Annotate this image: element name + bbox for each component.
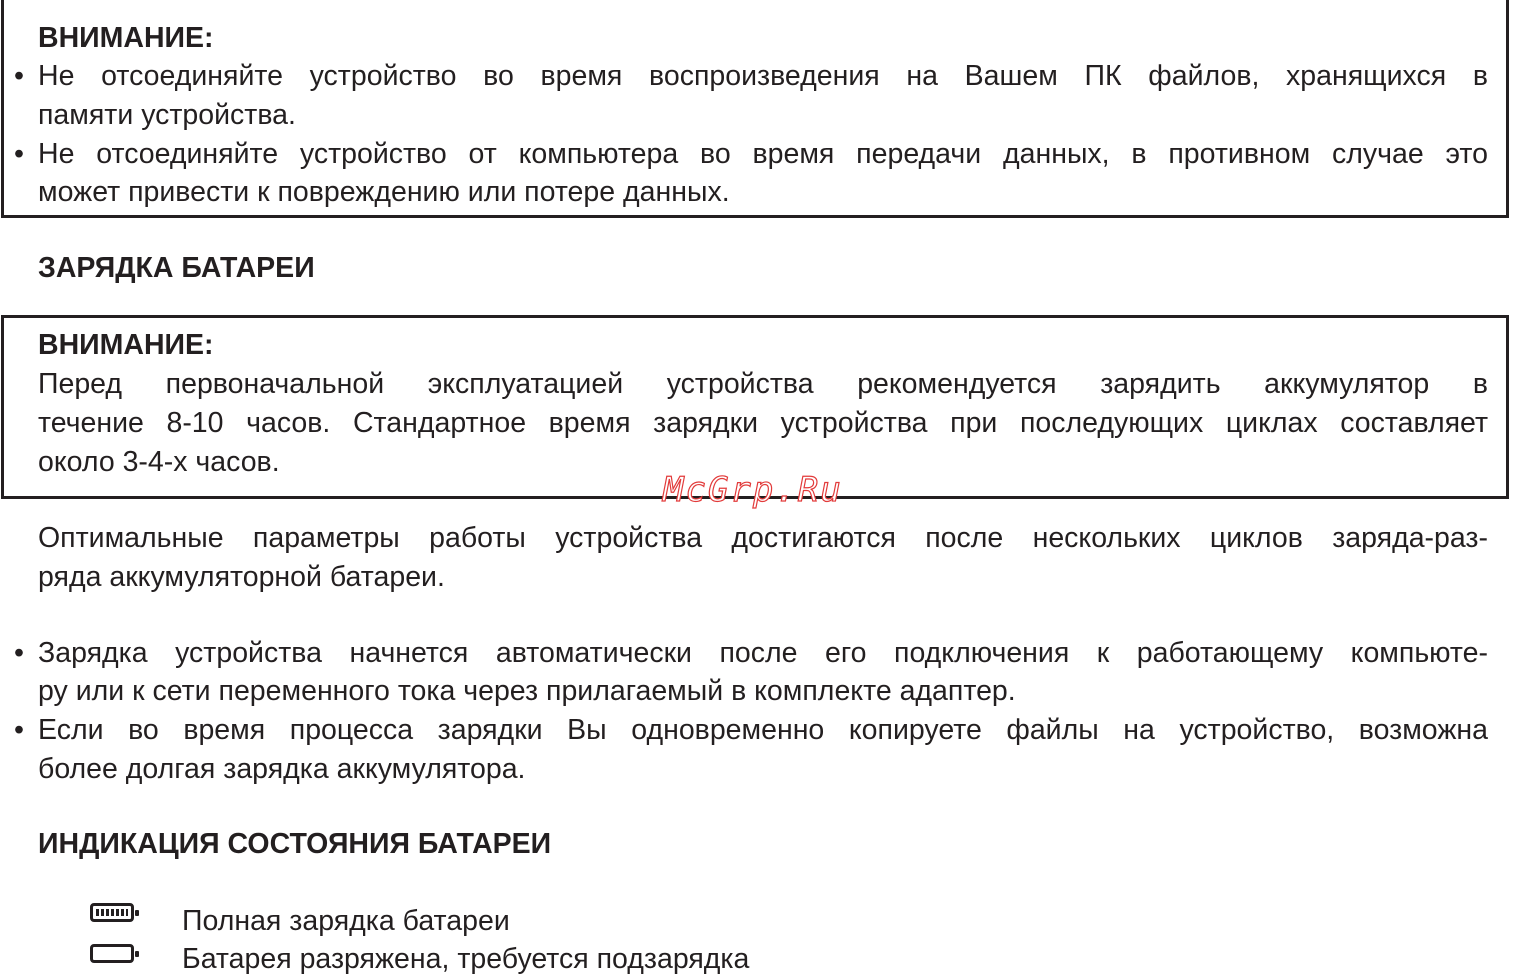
charging-bullet1-line1: Зарядка устройства начнется автоматически после его подключения к работающему компьюте- bbox=[38, 637, 1488, 669]
section-heading-charging: ЗАРЯДКА БАТАРЕИ bbox=[38, 252, 315, 284]
charging-bullet1-line2: ру или к сети переменного тока через прилагаемый в комплекте адаптер. bbox=[38, 675, 1016, 707]
warning2-line3: около 3-4-х часов. bbox=[38, 446, 280, 478]
battery-full-icon bbox=[90, 903, 134, 922]
warning2-line2: течение 8-10 часов. Стандартное время зарядки устройства при последующих циклах составляет bbox=[38, 407, 1488, 439]
charging-para-line2: ряда аккумуляторной батареи. bbox=[38, 561, 445, 593]
warning1-bullet2-line1: Не отсоединяйте устройство от компьютера во время передачи данных, в противном случае это bbox=[38, 138, 1488, 170]
battery-empty-icon bbox=[90, 944, 134, 963]
warning1-bullet2-line2: может привести к повреждению или потере данных. bbox=[38, 176, 730, 208]
battery-empty-label: Батарея разряжена, требуется подзарядка bbox=[182, 943, 750, 975]
charging-bullet2-line2: более долгая зарядка аккумулятора. bbox=[38, 753, 526, 785]
bullet-marker: • bbox=[14, 714, 24, 746]
charging-bullet2-line1: Если во время процесса зарядки Вы одновременно копируете файлы на устройство, возможна bbox=[38, 714, 1488, 746]
battery-full-label: Полная зарядка батареи bbox=[182, 905, 510, 937]
watermark: McGrp.Ru bbox=[663, 470, 843, 510]
charging-para-line1: Оптимальные параметры работы устройства достигаются после нескольких циклов заряда-раз- bbox=[38, 522, 1488, 554]
warning-title-1: ВНИМАНИЕ: bbox=[38, 22, 214, 54]
bullet-marker: • bbox=[14, 138, 24, 170]
warning1-bullet1-line1: Не отсоединяйте устройство во время воспроизведения на Вашем ПК файлов, хранящихся в bbox=[38, 60, 1488, 92]
warning1-bullet1-line2: памяти устройства. bbox=[38, 99, 296, 131]
bullet-marker: • bbox=[14, 637, 24, 669]
bullet-marker: • bbox=[14, 60, 24, 92]
warning2-line1: Перед первоначальной эксплуатацией устройства рекомендуется зарядить аккумулятор в bbox=[38, 368, 1488, 400]
warning-title-2: ВНИМАНИЕ: bbox=[38, 329, 214, 361]
section-heading-indication: ИНДИКАЦИЯ СОСТОЯНИЯ БАТАРЕИ bbox=[38, 828, 552, 860]
